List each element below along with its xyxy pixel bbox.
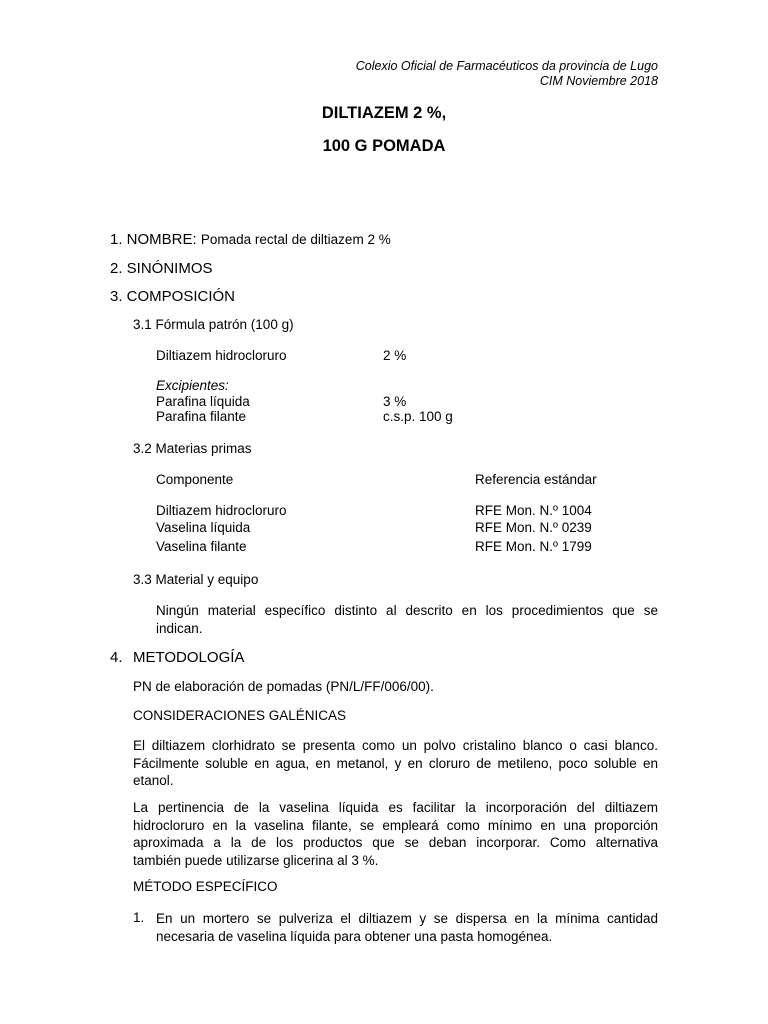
consideraciones-paragraph-2 — [133, 799, 658, 869]
table-cell-component: Diltiazem hidrocloruro — [156, 503, 287, 518]
document-title-line2: 100 G POMADA — [322, 137, 446, 155]
paragraph-line: El diltiazem clorhidrato se presenta como un polvo cristalino blanco o casi blanco. — [133, 738, 658, 753]
excipient-amount: c.s.p. 100 g — [383, 409, 453, 424]
paragraph-line: necesaria de vaselina líquida para obtener una pasta homogénea. — [156, 928, 553, 944]
paragraph-line: La pertinencia de la vaselina líquida es facilitar la incorporación del diltiazem — [133, 800, 658, 815]
paragraph-line: también puede utilizarse glicerina al 3 %. — [133, 852, 379, 868]
consideraciones-heading: CONSIDERACIONES GALÉNICAS — [133, 708, 347, 723]
excipient-amount: 3 % — [383, 394, 407, 409]
paragraph-line: En un mortero se pulveriza el diltiazem y se dispersa en la mínima cantidad — [156, 911, 658, 926]
table-cell-component: Vaselina líquida — [156, 520, 251, 535]
paragraph-line: indican. — [156, 620, 203, 636]
section-sinonimos-heading: 2. SINÓNIMOS — [110, 260, 213, 277]
consideraciones-paragraph-1 — [133, 737, 658, 790]
excipients-label: Excipientes: — [156, 378, 229, 393]
table-header-reference: Referencia estándar — [475, 472, 597, 487]
paragraph-line: etanol. — [133, 773, 174, 788]
section-nombre-heading: 1. NOMBRE: — [110, 231, 197, 248]
table-cell-reference: RFE Mon. N.º 1799 — [475, 539, 592, 554]
active-ingredient-name: Diltiazem hidrocloruro — [156, 348, 287, 363]
table-cell-component: Vaselina filante — [156, 539, 247, 554]
header-date: CIM Noviembre 2018 — [539, 74, 658, 88]
step-text — [156, 910, 658, 945]
document-title-line1: DILTIAZEM 2 %, — [321, 104, 447, 122]
step-number: 1. — [133, 910, 145, 925]
subsection-formula-heading: 3.1 Fórmula patrón (100 g) — [133, 317, 294, 332]
table-cell-reference: RFE Mon. N.º 0239 — [475, 520, 592, 535]
subsection-material-heading: 3.3 Material y equipo — [133, 572, 259, 587]
table-cell-reference: RFE Mon. N.º 1004 — [475, 503, 592, 518]
section-metodologia-heading: METODOLOGÍA — [133, 649, 245, 666]
excipient-name: Parafina líquida — [156, 394, 250, 409]
section-composicion-heading: 3. COMPOSICIÓN — [110, 288, 236, 305]
paragraph-line: Ningún material específico distinto al descrito en los procedimientos que se — [156, 603, 658, 618]
metodo-especifico-heading: MÉTODO ESPECÍFICO — [133, 879, 278, 894]
paragraph-line: hidrocloruro en la vaselina filante, se empleará como mínimo en una proporción — [133, 817, 658, 833]
pn-reference: PN de elaboración de pomadas (PN/L/FF/006/00). — [133, 679, 434, 694]
paragraph-line: aproximada a la de los productos que se deban incorporar. Como alternativa — [133, 835, 658, 850]
table-header-component: Componente — [156, 472, 234, 487]
header-organization: Colexio Oficial de Farmacéuticos da provincia de Lugo — [355, 59, 658, 73]
active-ingredient-amount: 2 % — [383, 348, 407, 363]
excipient-name: Parafina filante — [156, 409, 247, 424]
section-nombre-value: Pomada rectal de diltiazem 2 % — [200, 232, 391, 247]
material-description — [156, 602, 658, 637]
section-metodologia-number: 4. — [110, 649, 123, 666]
paragraph-line: Fácilmente soluble en agua, en metanol, y en cloruro de metileno, poco soluble en — [133, 755, 658, 771]
subsection-materias-heading: 3.2 Materias primas — [133, 441, 252, 456]
section-nombre — [110, 231, 391, 248]
